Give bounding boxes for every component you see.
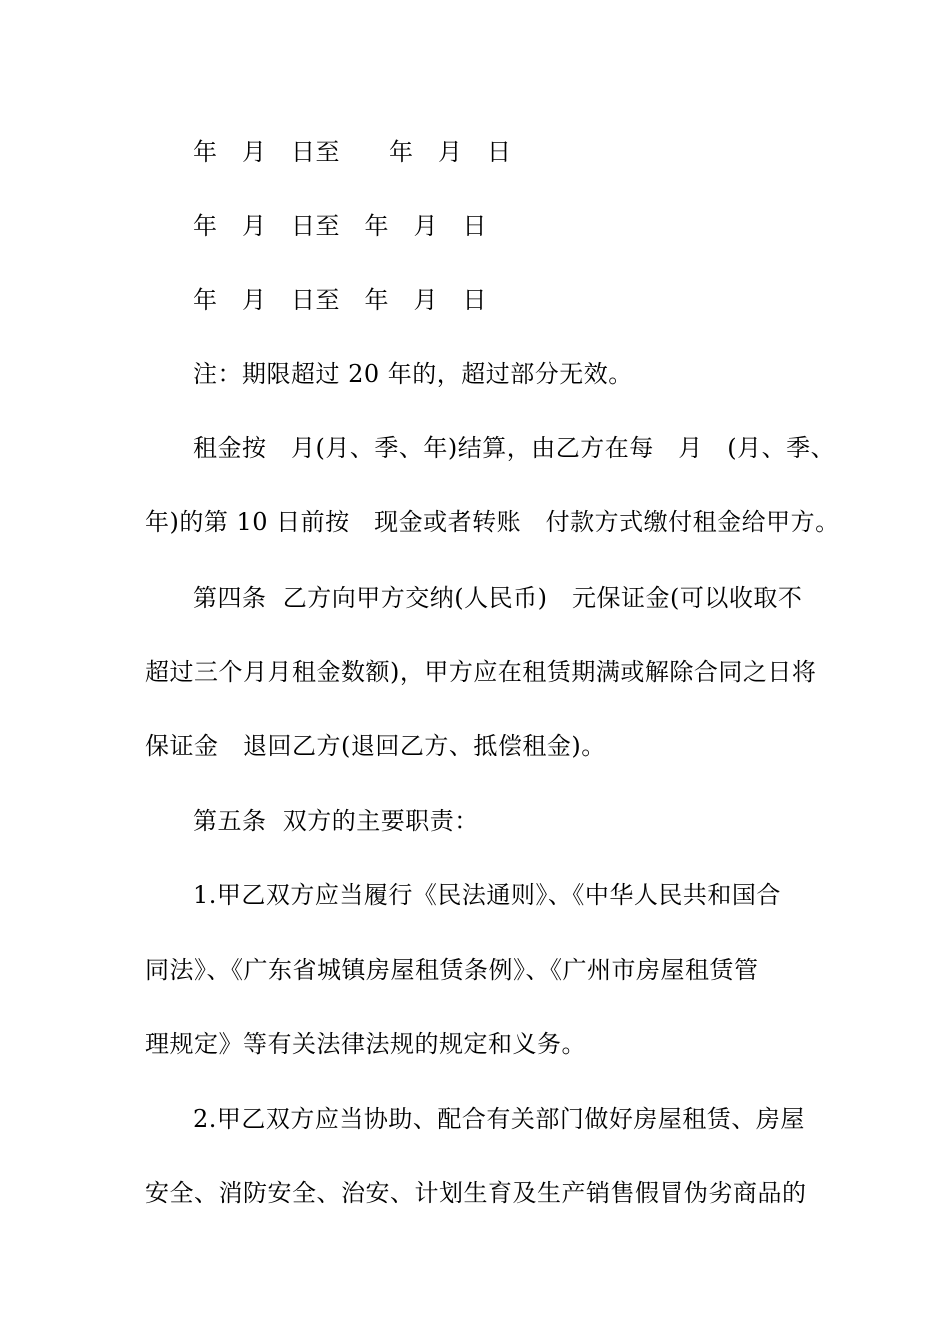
- date-range-line-1: 年 月 日至 年 月 日: [193, 138, 512, 166]
- rent-paragraph-line-2: 年)的第 10 日前按 现金或者转账 付款方式缴付租金给甲方。: [145, 508, 840, 536]
- duty-2-line-1: 2.甲乙双方应当协助、配合有关部门做好房屋租赁、房屋: [193, 1105, 805, 1133]
- note-line: 注：期限超过 20 年的，超过部分无效。: [193, 360, 633, 388]
- date-range-line-3: 年 月 日至 年 月 日: [193, 286, 487, 314]
- article-four-line-2: 超过三个月月租金数额)，甲方应在租赁期满或解除合同之日将: [145, 658, 817, 686]
- duty-2-line-2: 安全、消防安全、治安、计划生育及生产销售假冒伪劣商品的: [145, 1179, 807, 1207]
- rent-paragraph-line-1: 租金按 月(月、季、年)结算，由乙方在每 月 (月、季、: [193, 434, 836, 462]
- duty-1-line-1: 1.甲乙双方应当履行《民法通则》、《中华人民共和国合: [193, 881, 781, 909]
- article-four-line-1: 第四条 乙方向甲方交纳(人民币) 元保证金(可以收取不: [193, 584, 803, 612]
- article-four-line-3: 保证金 退回乙方(退回乙方、抵偿租金)。: [145, 732, 606, 760]
- date-range-line-2: 年 月 日至 年 月 日: [193, 212, 487, 240]
- duty-1-line-2: 同法》、《广东省城镇房屋租赁条例》、《广州市房屋租赁管: [145, 956, 759, 984]
- duty-1-line-3: 理规定》等有关法律法规的规定和义务。: [145, 1030, 586, 1058]
- article-five-heading: 第五条 双方的主要职责：: [193, 807, 479, 835]
